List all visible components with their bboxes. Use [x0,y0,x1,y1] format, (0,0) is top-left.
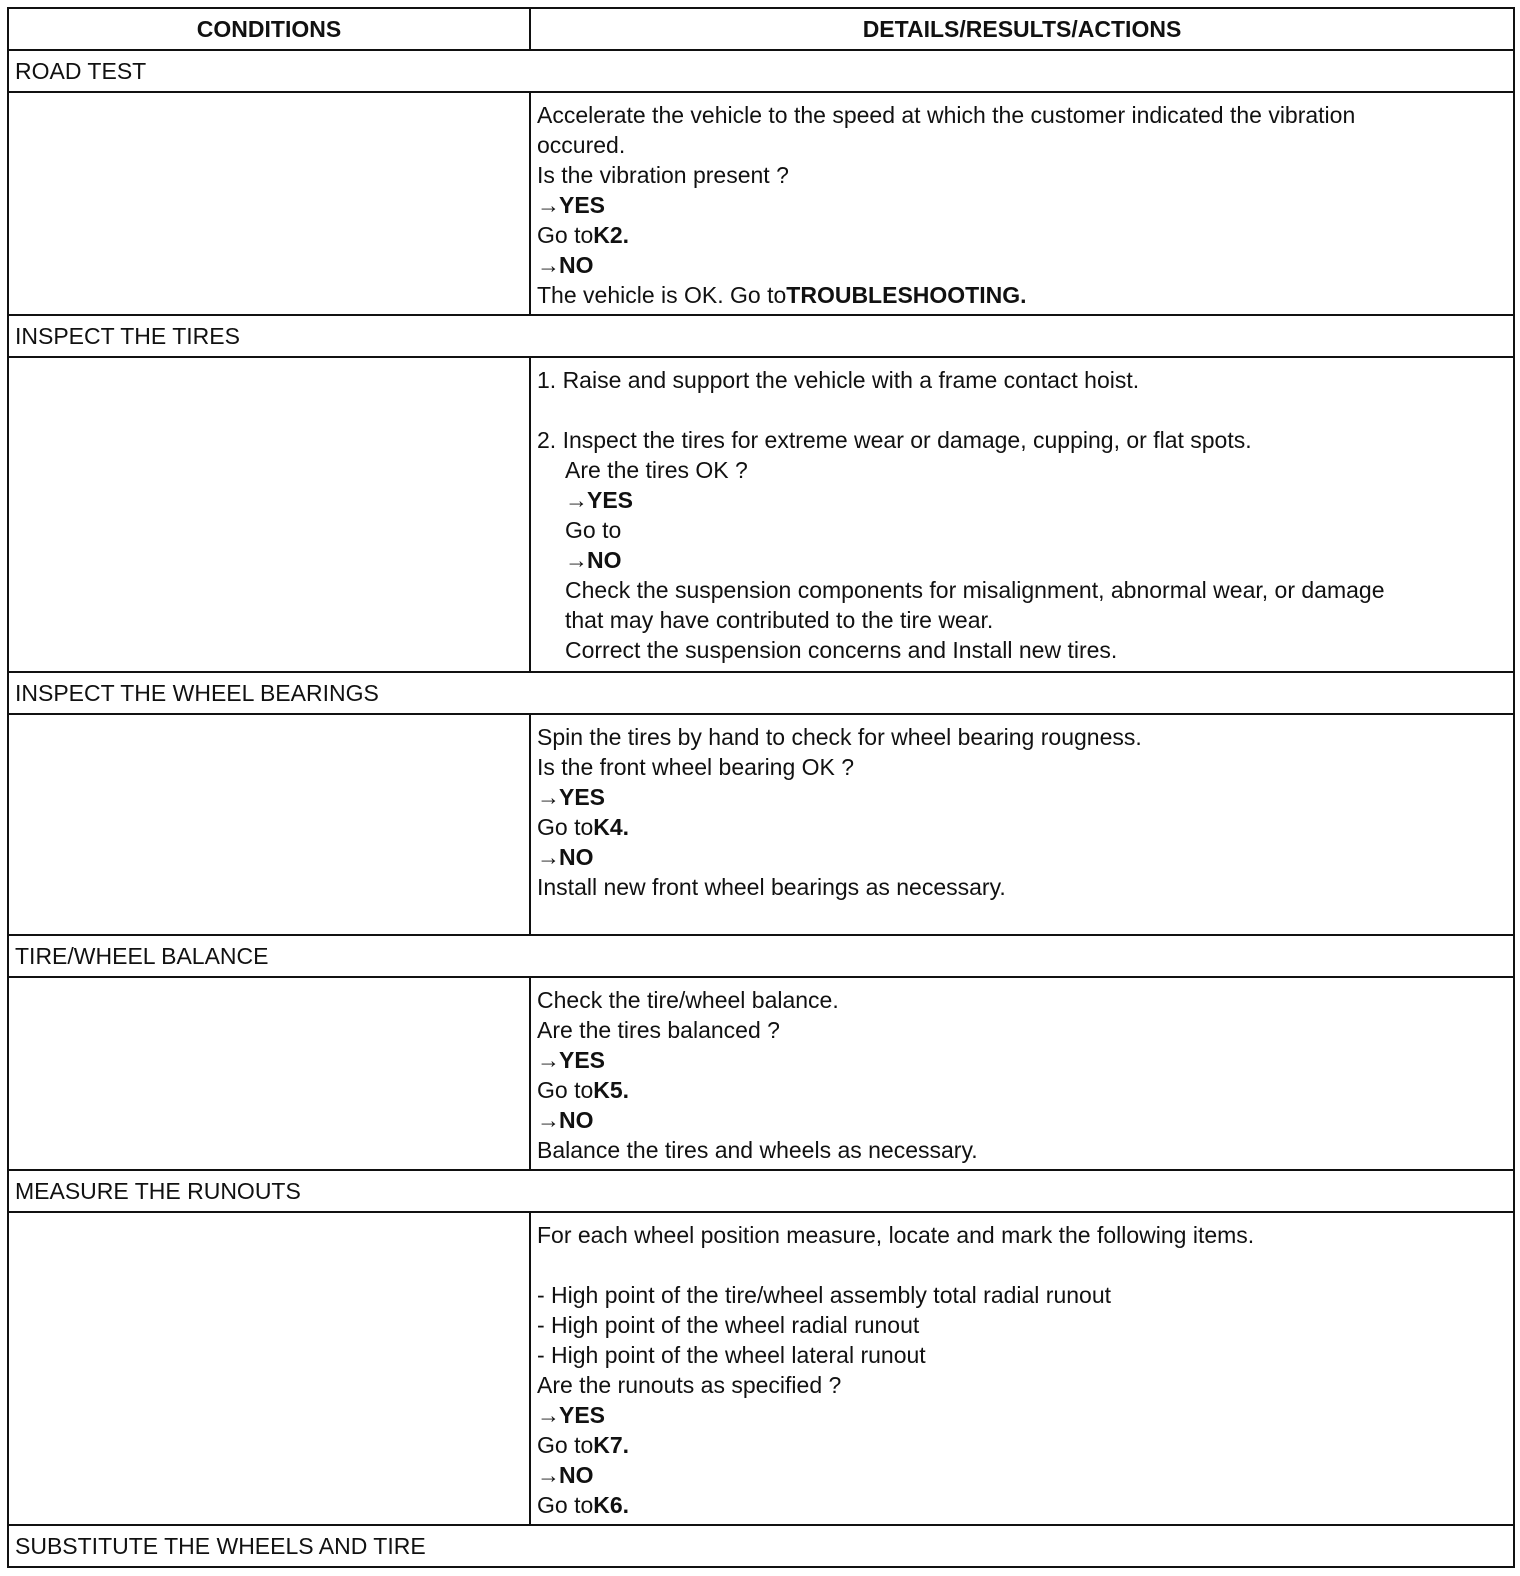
step-instruction: 2. Inspect the tires for extreme wear or damage, cupping, or flat spots. [537,427,1252,453]
no-action-line: that may have contributed to the tire wear. [565,607,994,633]
goto-target-link[interactable]: K7. [593,1432,630,1458]
bullet-item: - High point of the wheel lateral runout [537,1342,926,1368]
bullet-item: - High point of the wheel radial runout [537,1312,920,1338]
troubleshooting-link[interactable]: TROUBLESHOOTING. [786,282,1027,308]
details-cell [530,92,1514,315]
no-goto-line [537,1490,1507,1520]
goto-line [537,812,1507,842]
conditions-cell [8,977,530,1170]
goto-target-link[interactable]: K4. [593,814,630,840]
yes-label: YES [559,192,606,218]
goto-target-link[interactable]: K6. [593,1492,630,1518]
question-line: Are the runouts as specified ? [537,1372,842,1398]
question-line: Are the tires balanced ? [537,1017,780,1043]
no-label: NO [559,1107,594,1133]
goto-line [537,220,1507,250]
yes-branch [537,1400,1507,1430]
no-action-line: Correct the suspension concerns and Install new tires. [565,637,1118,663]
goto-line [537,1075,1507,1105]
step-title: SUBSTITUTE THE WHEELS AND TIRE [8,1525,1514,1567]
conditions-cell [8,714,530,935]
conditions-cell [8,92,530,315]
arrow-right-icon: → [537,192,560,218]
step-row-tire-wheel-balance [8,935,1514,977]
detail-line: Accelerate the vehicle to the speed at which the customer indicated the vibration [537,102,1356,128]
yes-label: YES [587,487,634,513]
arrow-right-icon: → [537,1462,560,1488]
spacer [537,395,1507,425]
conditions-cell [8,1212,530,1525]
step-title: INSPECT THE WHEEL BEARINGS [8,672,1514,714]
no-label: NO [559,1462,594,1488]
arrow-right-icon: → [537,1047,560,1073]
question-line: Is the front wheel bearing OK ? [537,754,855,780]
arrow-right-icon: → [537,1402,560,1428]
yes-branch [537,782,1507,812]
yes-branch [537,485,1507,515]
yes-branch [537,190,1507,220]
goto-target-link[interactable]: K5. [593,1077,630,1103]
arrow-right-icon: → [537,1107,560,1133]
no-action-line: Check the suspension components for misalignment, abnormal wear, or damage [565,577,1385,603]
no-branch [537,545,1507,575]
goto-target-link[interactable]: K2. [593,222,630,248]
no-branch [537,1105,1507,1135]
arrow-right-icon: → [565,547,588,573]
arrow-right-icon: → [537,784,560,810]
step-row-inspect-tires [8,315,1514,357]
detail-line: occured. [537,132,626,158]
details-cell [530,977,1514,1170]
goto-line [537,1430,1507,1460]
no-label: NO [559,844,594,870]
arrow-right-icon: → [537,252,560,278]
no-branch [537,250,1507,280]
step-row-measure-runouts [8,1170,1514,1212]
no-action-line [537,280,1507,310]
question-line: Is the vibration present ? [537,162,789,188]
step-row-substitute-wheels [8,1525,1514,1567]
diagnostic-table [7,7,1515,1568]
question-line: Are the tires OK ? [565,457,748,483]
step-instruction: 1. Raise and support the vehicle with a frame contact hoist. [537,367,1140,393]
no-action-line: Balance the tires and wheels as necessary. [537,1137,978,1163]
arrow-right-icon: → [537,844,560,870]
step-title: MEASURE THE RUNOUTS [8,1170,1514,1212]
no-action-line: Install new front wheel bearings as necessary. [537,874,1006,900]
detail-line: Spin the tires by hand to check for wheel bearing rougness. [537,724,1142,750]
bullet-item: - High point of the tire/wheel assembly total radial runout [537,1282,1112,1308]
spacer [537,1250,1507,1280]
no-branch [537,842,1507,872]
yes-label: YES [559,784,606,810]
arrow-right-icon: → [565,487,588,513]
conditions-cell [8,357,530,672]
detail-line: Check the tire/wheel balance. [537,987,839,1013]
goto-prefix: Go to [537,1492,594,1518]
no-branch [537,1460,1507,1490]
yes-label: YES [559,1047,606,1073]
step-row-wheel-bearings [8,672,1514,714]
detail-row-wheel-bearings [8,714,1514,935]
details-cell [530,357,1514,672]
yes-label: YES [559,1402,606,1428]
step-title: TIRE/WHEEL BALANCE [8,935,1514,977]
goto-line: Go to [565,517,622,543]
yes-branch [537,1045,1507,1075]
goto-prefix: Go to [537,222,594,248]
goto-prefix: Go to [537,814,594,840]
details-cell [530,714,1514,935]
no-action-prefix: The vehicle is OK. Go to [537,282,787,308]
step-row-road-test [8,50,1514,92]
header-row [8,8,1514,50]
goto-prefix: Go to [537,1432,594,1458]
step-title: INSPECT THE TIRES [8,315,1514,357]
detail-line: For each wheel position measure, locate and mark the following items. [537,1222,1255,1248]
details-cell [530,1212,1514,1525]
detail-row-inspect-tires [8,357,1514,672]
details-header: DETAILS/RESULTS/ACTIONS [530,8,1514,50]
detail-row-measure-runouts [8,1212,1514,1525]
no-label: NO [559,252,594,278]
conditions-header: CONDITIONS [8,8,530,50]
detail-row-road-test [8,92,1514,315]
detail-row-tire-wheel-balance [8,977,1514,1170]
goto-prefix: Go to [537,1077,594,1103]
step-title: ROAD TEST [8,50,1514,92]
no-label: NO [587,547,622,573]
